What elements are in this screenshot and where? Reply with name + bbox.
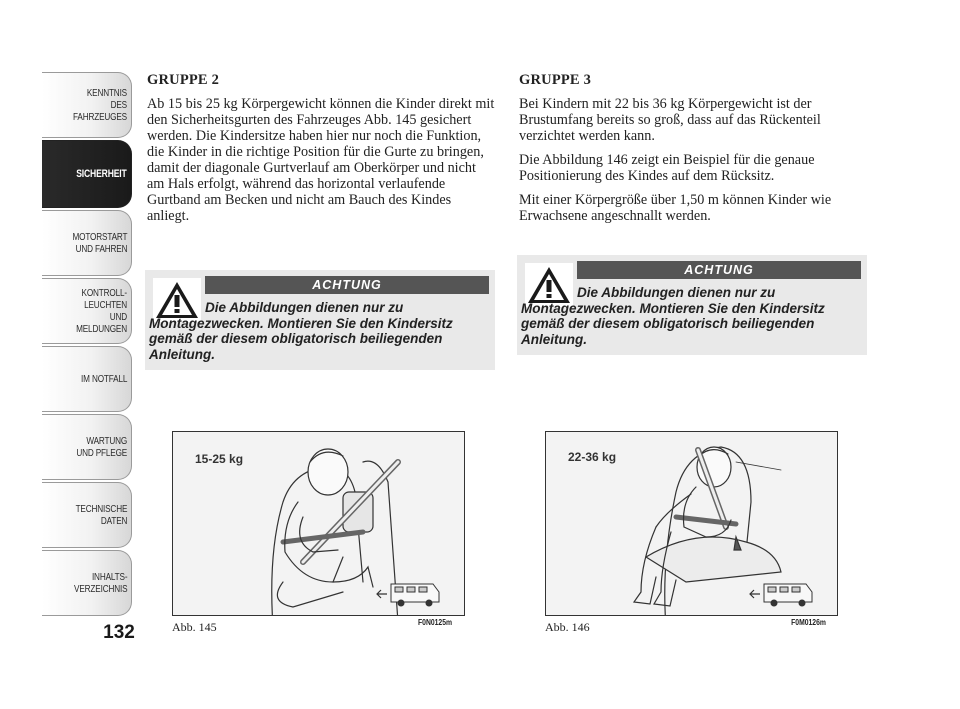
tab-label: INHALTS- VERZEICHNIS <box>73 571 127 595</box>
tab-label: KONTROLL- LEUCHTEN UND MELDUNGEN <box>76 287 127 335</box>
figure-145 <box>172 431 465 616</box>
van-icon <box>764 584 812 606</box>
tab-label: IM NOTFALL <box>80 373 127 385</box>
figure-code: F0N0125m <box>418 618 453 627</box>
tab-motorstart[interactable] <box>42 210 132 276</box>
tab-inhaltsverzeichnis[interactable] <box>42 550 132 616</box>
tab-im-notfall[interactable] <box>42 346 132 412</box>
tab-label: TECHNISCHE DATEN <box>75 503 127 527</box>
figure-caption: Abb. 145 <box>172 620 217 634</box>
tab-label: SICHERHEIT <box>76 168 127 180</box>
tab-kontrollleuchten[interactable] <box>42 278 132 344</box>
body-paragraph: Die Abbildung 146 zeigt ein Beispiel für die genaue Positionierung des Kindes auf dem Rücksitz. <box>519 152 815 184</box>
warning-text: Die Abbildungen dienen nur zu Montagezwecken. Montieren Sie den Kindersitz gemäß der diesem obligatorisch beiliegenden Anleitung. <box>149 300 453 362</box>
child-belt-illustration <box>546 432 838 616</box>
figure-weight-label: 15-25 kg <box>195 452 244 466</box>
figure-code: F0M0126m <box>791 618 826 627</box>
body-paragraph: Ab 15 bis 25 kg Körpergewicht können die Kinder direkt mit den Sicherheitsgurten des Fahrzeuges Abb. 145 gesichert werden. Die Kindersitze haben hier nur noch die Funktion, die Kinder in die richtige Position für die Gurte zu bringen, damit der diagonale Gurtverlauf am Oberkörper und nicht am Hals erfolgt, während das horizontal verlaufende Gurtband am Becken und nicht am Bauch des Kindes anliegt. <box>147 96 495 224</box>
body-paragraph: Bei Kindern mit 22 bis 36 kg Körpergewicht ist der Brustumfang bereits so groß, dass auf das Rückenteil verzichtet werden kann. <box>519 96 821 144</box>
arrow-left-icon <box>750 590 760 598</box>
arrow-left-icon <box>377 590 387 598</box>
tab-kenntnis[interactable] <box>42 72 132 138</box>
tab-sicherheit[interactable] <box>42 140 132 208</box>
page-number: 132 <box>103 622 135 643</box>
tab-wartung[interactable] <box>42 414 132 480</box>
section-heading: GRUPPE 2 <box>147 72 220 88</box>
left-column <box>147 72 495 232</box>
tab-label: MOTORSTART UND FAHREN <box>72 231 127 255</box>
warning-title: ACHTUNG <box>577 261 861 279</box>
body-paragraph: Mit einer Körpergröße über 1,50 m können Kinder wie Erwachsene angeschnallt werden. <box>519 192 832 224</box>
warning-text: Die Abbildungen dienen nur zu Montagezwecken. Montieren Sie den Kindersitz gemäß der diesem obligatorisch beiliegenden Anleitung. <box>521 285 825 347</box>
tab-label: KENNTNIS DES FAHRZEUGES <box>73 87 127 123</box>
figure-caption: Abb. 146 <box>545 620 590 634</box>
tab-technische-daten[interactable] <box>42 482 132 548</box>
figure-146 <box>545 431 838 616</box>
section-heading: GRUPPE 3 <box>519 72 592 88</box>
figure-weight-label: 22-36 kg <box>568 450 617 464</box>
warning-title: ACHTUNG <box>205 276 489 294</box>
child-seat-illustration <box>173 432 465 616</box>
tab-label: WARTUNG UND PFLEGE <box>76 435 127 459</box>
van-icon <box>391 584 439 606</box>
right-column <box>519 72 867 232</box>
warning-box <box>517 255 867 355</box>
warning-box <box>145 270 495 370</box>
